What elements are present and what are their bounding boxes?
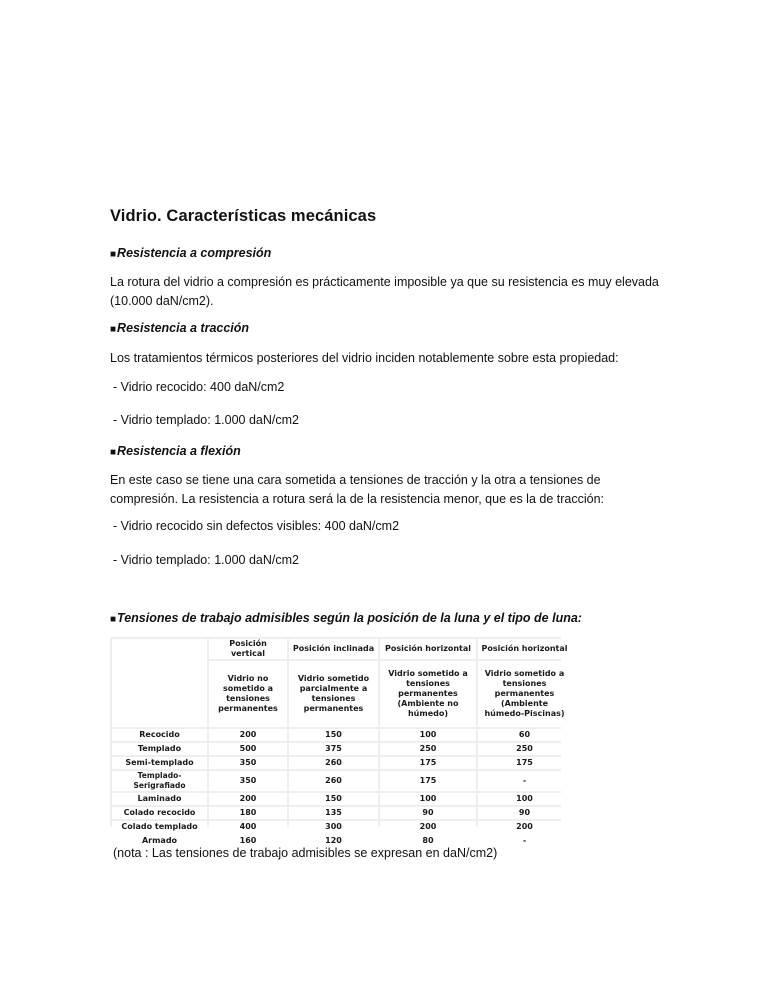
table-cell: 350	[209, 771, 287, 791]
row-label: Colado recocido	[112, 807, 207, 819]
paragraph-traccion: Los tratamientos térmicos posteriores del vidrio inciden notablemente sobre esta propiedad:	[110, 351, 619, 365]
paragraph-compresion: La rotura del vidrio a compresión es prácticamente imposible ya que su resistencia es muy elevada (10.000 daN/cm2).	[110, 275, 659, 308]
heading-compresion	[110, 246, 271, 260]
table-cell: 150	[289, 729, 378, 741]
table-cell: 135	[289, 807, 378, 819]
table-header: Posición horizontal	[380, 639, 476, 659]
table-cell: 90	[478, 807, 571, 819]
table-cell: 200	[209, 729, 287, 741]
table-description: Vidrio sometido a tensiones permanentes (Ambiente húmedo-Piscinas)	[478, 661, 571, 727]
row-label: Colado templado	[112, 821, 207, 833]
table-header: Posición vertical	[209, 639, 287, 659]
heading-tensiones	[110, 611, 582, 625]
table-header-row	[112, 639, 571, 659]
heading-tensiones-text: Tensiones de trabajo admisibles según la posición de la luna y el tipo de luna:	[117, 611, 582, 625]
table-cell: 200	[478, 821, 571, 833]
table-cell: 260	[289, 771, 378, 791]
table-header: Posición horizontal	[478, 639, 571, 659]
row-label: Templado-Serigrafiado	[112, 771, 207, 791]
row-label: Armado	[112, 835, 207, 847]
table-cell: 60	[478, 729, 571, 741]
table-cell: 80	[380, 835, 476, 847]
bullet-square: ■	[110, 447, 117, 458]
list-item: - Vidrio recocido sin defectos visibles: 400 daN/cm2	[113, 519, 400, 533]
table-cell: 500	[209, 743, 287, 755]
table-cell: 160	[209, 835, 287, 847]
table-cell: 180	[209, 807, 287, 819]
list-item: - Vidrio templado: 1.000 daN/cm2	[113, 413, 299, 427]
table-cell: 175	[380, 757, 476, 769]
row-label: Semi-templado	[112, 757, 207, 769]
row-label: Templado	[112, 743, 207, 755]
table-cell: 90	[380, 807, 476, 819]
list-item: - Vidrio templado: 1.000 daN/cm2	[113, 553, 299, 567]
table-cell: 200	[380, 821, 476, 833]
table-row	[112, 821, 571, 833]
table-cell: 250	[380, 743, 476, 755]
tensiones-table-container	[110, 637, 568, 845]
heading-compresion-text: Resistencia a compresión	[117, 246, 272, 260]
bullet-square: ■	[110, 324, 117, 335]
table-row	[112, 743, 571, 755]
bullet-square: ■	[110, 614, 117, 625]
table-cell: 100	[380, 729, 476, 741]
table-cell: -	[478, 771, 571, 791]
table-cell: 375	[289, 743, 378, 755]
table-row	[112, 757, 571, 769]
table-cell: 300	[289, 821, 378, 833]
table-note: (nota : Las tensiones de trabajo admisibles se expresan en daN/cm2)	[113, 846, 498, 860]
table-row	[112, 793, 571, 805]
bullet-square: ■	[110, 249, 117, 260]
table-description: Vidrio no sometido a tensiones permanentes	[209, 661, 287, 727]
table-cell: 200	[209, 793, 287, 805]
table-cell: 175	[380, 771, 476, 791]
table-cell: -	[478, 835, 571, 847]
list-item: - Vidrio recocido: 400 daN/cm2	[113, 380, 285, 394]
heading-traccion	[110, 321, 249, 335]
table-row	[112, 771, 571, 791]
table-corner-cell	[112, 639, 207, 727]
table-header: Posición inclinada	[289, 639, 378, 659]
heading-flexion-text: Resistencia a flexión	[117, 444, 241, 458]
page-title: Vidrio. Características mecánicas	[110, 207, 377, 225]
table-row	[112, 807, 571, 819]
table-cell: 120	[289, 835, 378, 847]
row-label: Laminado	[112, 793, 207, 805]
table-cell: 175	[478, 757, 571, 769]
table-row	[112, 729, 571, 741]
table-cell: 250	[478, 743, 571, 755]
tensiones-table	[110, 637, 573, 849]
paragraph-flexion: En este caso se tiene una cara sometida a tensiones de tracción y la otra a tensiones de compresión. La resistencia a rotura será la de la resistencia menor, que es la de tracción:	[110, 473, 605, 506]
table-cell: 100	[478, 793, 571, 805]
row-label: Recocido	[112, 729, 207, 741]
table-cell: 100	[380, 793, 476, 805]
table-description: Vidrio sometido parcialmente a tensiones permanentes	[289, 661, 378, 727]
heading-flexion	[110, 444, 241, 458]
table-description: Vidrio sometido a tensiones permanentes (Ambiente no húmedo)	[380, 661, 476, 727]
heading-traccion-text: Resistencia a tracción	[117, 321, 250, 335]
table-cell: 350	[209, 757, 287, 769]
table-cell: 260	[289, 757, 378, 769]
table-cell: 150	[289, 793, 378, 805]
table-cell: 400	[209, 821, 287, 833]
